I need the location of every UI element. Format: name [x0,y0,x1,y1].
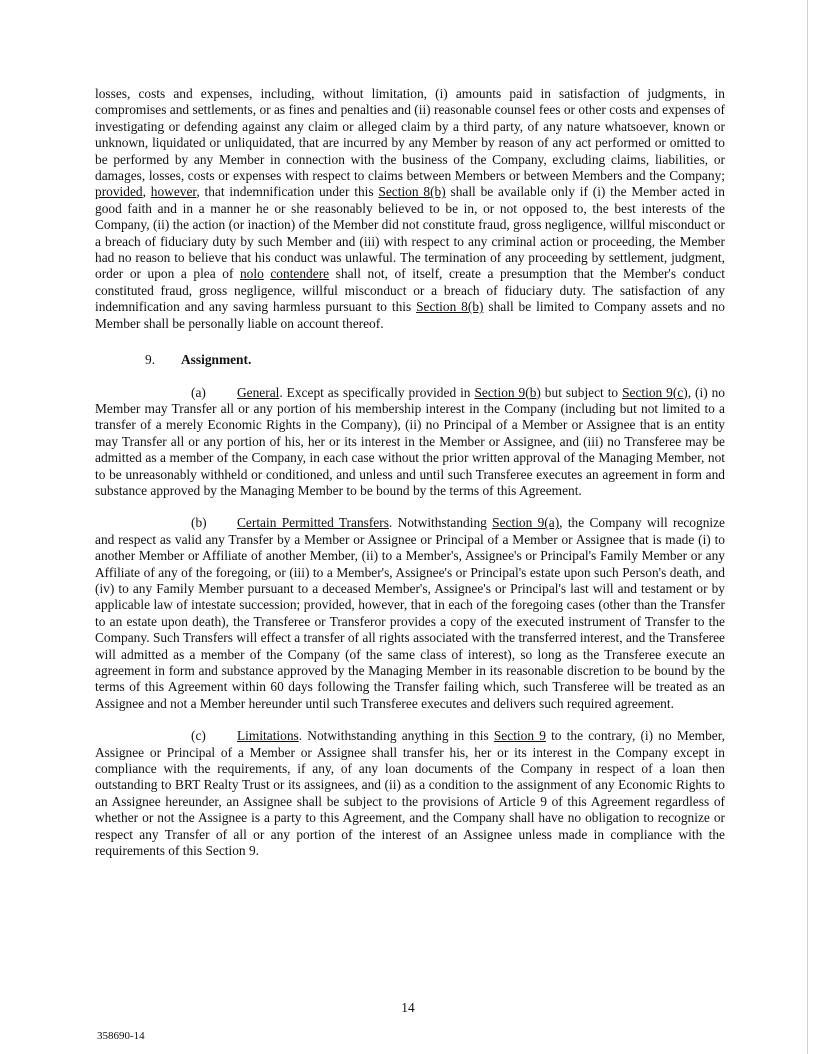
section-reference: Section 9(b) [474,384,541,400]
page-edge-line [807,0,808,1054]
section-reference: Section 8(b) [416,299,484,315]
section-title: Assignment. [181,352,252,368]
subsection-a: (a) General. Except as specifically provided in Section 9(b) but subject to Section 9(c), (i) no Member may Transfer all or any portion of his membership interest in the Company (including but not limited to a transfer of a merely Economic Rights in the Company), (ii) no Principal of a Member or Assignee that is an entity may Transfer all or any portion of his, her or its interest in the Member or Assignee, and (iii) no Transferee may be admitted as a member of the Company, in each case without the prior written approval of the Managing Member, not to be unreasonably withheld or conditioned, and unless and until such Transferee executes an agreement in form and substance approved by the Managing Member to be bound by the terms of this Agreement. [95,384,726,498]
document-body [95,86,725,875]
section-reference: Section 8(b) [378,184,446,200]
section-reference: Section 9 [493,728,546,744]
subsection-b: (b) Certain Permitted Transfers. Notwithstanding Section 9(a), the Company will recognize and respect as valid any Transfer by a Member or Assignee or Principal of a Member or Assignee that is made (i) to another Member or Affiliate of another Member, (ii) to a Member's, Assignee's or Principal's Family Member or any Affiliate of any of the foregoing, or (iii) to a Member's, Assignee's or Principal's estate upon such Person's death, and (iv) to any Family Member pursuant to a deceased Member's, Assignee's or Principal's last will and testament or by applicable law of intestate succession; provided, however, that in each of the foregoing cases (other than the Transfer to an estate upon death), the Transferee or Transferor provides a copy of the executed instrument of Transfer to the Company. Such Transfers will effect a transfer of all rights associated with the transferred interest, and the Transferee will admitted as a member of the Company (of the same class of interest), so long as the Transferee execute an agreement in form and substance approved by the Managing Member in its reasonable discretion to be bound by the terms of this Agreement within 60 days following the Transfer failing which, such Transferee will be treated as an Assignee and not a Member hereunder until such Transferee executes and delivers such required agreement. [95,515,726,711]
subsection-heading: Limitations [237,728,299,744]
page-number: 14 [401,1000,415,1015]
subsection-heading: General [237,384,280,400]
subsection-heading: Certain Permitted Transfers [237,515,389,531]
section-reference: Section 9(c) [622,384,688,400]
document-id: 358690-14 [97,1030,145,1042]
section-number: 9. [145,352,156,368]
subsection-label: (c) [191,728,206,744]
subsection-c: (c) Limitations. Notwithstanding anything in this Section 9 to the contrary, (i) no Member, Assignee or Principal of a Member or Assignee shall transfer his, her or its interest in the Company except in compliance with the requirements, if any, of any loan documents of the Company in respect of a loan then outstanding to BRT Realty Trust or its assignees, and (ii) as a condition to the assignment of any Economic Rights to an Assignee hereunder, an Assignee shall be subject to the provisions of Article 9 of this Agreement regardless of whether or not the Assignee is a party to this Agreement, and the Company shall have no obligation to recognize or respect any Transfer of all or any portion of the interest of an Assignee unless made in compliance with the requirements of this Section 9. [95,728,726,859]
section-heading [95,352,725,368]
subsection-label: (b) [191,515,207,531]
section-reference: Section 9(a) [492,515,560,531]
indemnification-paragraph: losses, costs and expenses, including, without limitation, (i) amounts paid in satisfaction of judgments, in compromises and settlements, or as fines and penalties and (ii) reasonable counsel fees or other costs and expenses of investigating or defending against any claim or alleged claim by a third party, of any nature whatsoever, known or unknown, liquidated or unliquidated, that are incurred by any Member by reason of any act performed or omitted to be performed by any Member in connection with the business of the Company, excluding claims, liabilities, or damages, losses, costs or expenses with respect to claims between Members or between Members and the Company; provided, however, that indemnification under this Section 8(b) shall be available only if (i) the Member acted in good faith and in a manner he or she reasonably believed to be in, or not opposed to, the best interests of the Company, (ii) the action (or inaction) of the Member did not constitute fraud, gross negligence, willful misconduct or a breach of fiduciary duty by such Member and (iii) with respect to any criminal action or proceeding, the Member had no reason to believe that his conduct was unlawful. The termination of any proceeding by settlement, judgment, order or upon a plea of nolo contendere shall not, of itself, create a presumption that the Member's conduct constituted fraud, gross negligence, willful misconduct or a breach of fiduciary duty. The satisfaction of any indemnification and any saving harmless pursuant to this Section 8(b) shall be limited to Company assets and no Member shall be personally liable on account thereof. [95,86,725,331]
subsection-label: (a) [191,384,206,400]
